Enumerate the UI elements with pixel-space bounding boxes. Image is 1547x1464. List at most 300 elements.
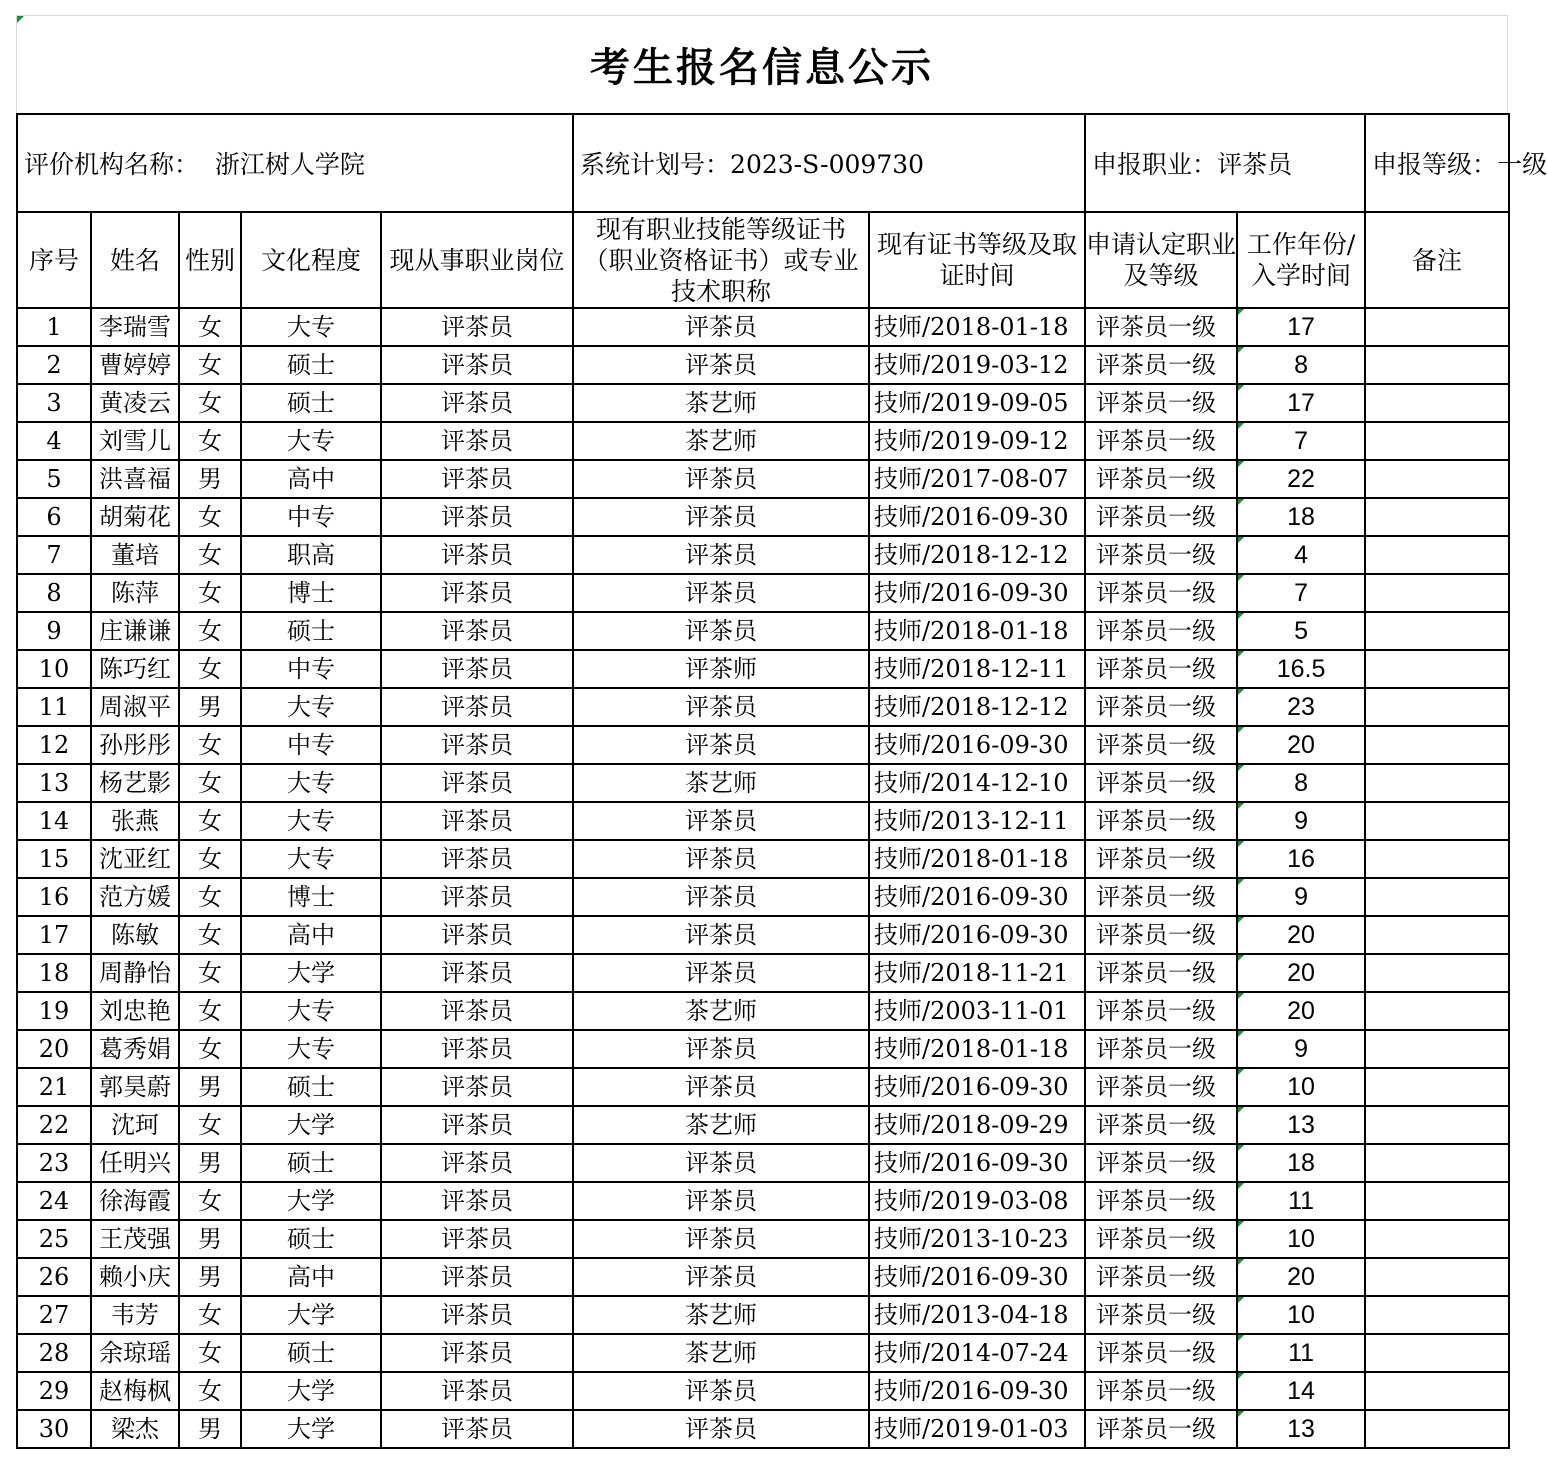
cell-education[interactable]: 硕士 bbox=[241, 1144, 381, 1182]
cell-name[interactable]: 沈珂 bbox=[91, 1106, 179, 1144]
cell-cert[interactable]: 技师/2018-01-18 bbox=[869, 840, 1085, 878]
cell-remark[interactable] bbox=[1365, 1410, 1509, 1448]
plan-cell[interactable] bbox=[573, 114, 1085, 212]
cell-cert[interactable]: 技师/2019-03-08 bbox=[869, 1182, 1085, 1220]
cell-seq[interactable]: 14 bbox=[17, 802, 91, 840]
cell-education[interactable]: 大专 bbox=[241, 802, 381, 840]
cell-years[interactable]: 8 bbox=[1237, 346, 1365, 384]
cell-remark[interactable] bbox=[1365, 612, 1509, 650]
cell-cert[interactable]: 技师/2016-09-30 bbox=[869, 726, 1085, 764]
cell-cert[interactable]: 技师/2003-11-01 bbox=[869, 992, 1085, 1030]
cell-name[interactable]: 黄凌云 bbox=[91, 384, 179, 422]
cell-apply[interactable]: 评茶员一级 bbox=[1085, 840, 1237, 878]
cell-skill[interactable]: 茶艺师 bbox=[573, 1334, 869, 1372]
cell-skill[interactable]: 评茶员 bbox=[573, 1068, 869, 1106]
cell-education[interactable]: 大学 bbox=[241, 1182, 381, 1220]
header-name[interactable]: 姓名 bbox=[91, 212, 179, 308]
cell-apply[interactable]: 评茶员一级 bbox=[1085, 726, 1237, 764]
cell-position[interactable]: 评茶员 bbox=[381, 1372, 573, 1410]
cell-apply[interactable]: 评茶员一级 bbox=[1085, 612, 1237, 650]
cell-gender[interactable]: 男 bbox=[179, 1144, 241, 1182]
cell-name[interactable]: 周静怡 bbox=[91, 954, 179, 992]
cell-remark[interactable] bbox=[1365, 1258, 1509, 1296]
cell-name[interactable]: 葛秀娟 bbox=[91, 1030, 179, 1068]
cell-apply[interactable]: 评茶员一级 bbox=[1085, 498, 1237, 536]
cell-remark[interactable] bbox=[1365, 726, 1509, 764]
cell-gender[interactable]: 女 bbox=[179, 1296, 241, 1334]
cell-apply[interactable]: 评茶员一级 bbox=[1085, 1410, 1237, 1448]
cell-name[interactable]: 赖小庆 bbox=[91, 1258, 179, 1296]
cell-apply[interactable]: 评茶员一级 bbox=[1085, 1030, 1237, 1068]
cell-seq[interactable]: 30 bbox=[17, 1410, 91, 1448]
cell-skill[interactable]: 评茶员 bbox=[573, 840, 869, 878]
cell-position[interactable]: 评茶员 bbox=[381, 1220, 573, 1258]
cell-skill[interactable]: 茶艺师 bbox=[573, 422, 869, 460]
cell-seq[interactable]: 28 bbox=[17, 1334, 91, 1372]
cell-remark[interactable] bbox=[1365, 802, 1509, 840]
cell-years[interactable]: 11 bbox=[1237, 1334, 1365, 1372]
cell-remark[interactable] bbox=[1365, 460, 1509, 498]
cell-apply[interactable]: 评茶员一级 bbox=[1085, 878, 1237, 916]
cell-gender[interactable]: 女 bbox=[179, 308, 241, 346]
cell-education[interactable]: 博士 bbox=[241, 878, 381, 916]
cell-position[interactable]: 评茶员 bbox=[381, 612, 573, 650]
cell-gender[interactable]: 女 bbox=[179, 764, 241, 802]
cell-seq[interactable]: 21 bbox=[17, 1068, 91, 1106]
cell-remark[interactable] bbox=[1365, 422, 1509, 460]
cell-education[interactable]: 职高 bbox=[241, 536, 381, 574]
cell-cert[interactable]: 技师/2019-09-12 bbox=[869, 422, 1085, 460]
cell-name[interactable]: 周淑平 bbox=[91, 688, 179, 726]
cell-remark[interactable] bbox=[1365, 1030, 1509, 1068]
org-cell[interactable] bbox=[17, 114, 573, 212]
cell-cert[interactable]: 技师/2016-09-30 bbox=[869, 916, 1085, 954]
cell-position[interactable]: 评茶员 bbox=[381, 1410, 573, 1448]
cell-education[interactable]: 中专 bbox=[241, 650, 381, 688]
cell-seq[interactable]: 24 bbox=[17, 1182, 91, 1220]
cell-years[interactable]: 9 bbox=[1237, 802, 1365, 840]
cell-gender[interactable]: 男 bbox=[179, 688, 241, 726]
occupation-cell[interactable] bbox=[1085, 114, 1365, 212]
cell-gender[interactable]: 女 bbox=[179, 422, 241, 460]
cell-gender[interactable]: 女 bbox=[179, 878, 241, 916]
cell-gender[interactable]: 女 bbox=[179, 1182, 241, 1220]
cell-skill[interactable]: 评茶员 bbox=[573, 612, 869, 650]
cell-apply[interactable]: 评茶员一级 bbox=[1085, 992, 1237, 1030]
cell-cert[interactable]: 技师/2017-08-07 bbox=[869, 460, 1085, 498]
cell-seq[interactable]: 27 bbox=[17, 1296, 91, 1334]
cell-years[interactable]: 20 bbox=[1237, 992, 1365, 1030]
cell-remark[interactable] bbox=[1365, 536, 1509, 574]
header-remark[interactable]: 备注 bbox=[1365, 212, 1509, 308]
cell-skill[interactable]: 茶艺师 bbox=[573, 992, 869, 1030]
cell-seq[interactable]: 23 bbox=[17, 1144, 91, 1182]
cell-remark[interactable] bbox=[1365, 346, 1509, 384]
cell-years[interactable]: 10 bbox=[1237, 1220, 1365, 1258]
cell-position[interactable]: 评茶员 bbox=[381, 1258, 573, 1296]
cell-skill[interactable]: 评茶员 bbox=[573, 726, 869, 764]
cell-skill[interactable]: 评茶员 bbox=[573, 802, 869, 840]
cell-apply[interactable]: 评茶员一级 bbox=[1085, 422, 1237, 460]
cell-apply[interactable]: 评茶员一级 bbox=[1085, 1258, 1237, 1296]
cell-education[interactable]: 大学 bbox=[241, 954, 381, 992]
cell-apply[interactable]: 评茶员一级 bbox=[1085, 536, 1237, 574]
cell-apply[interactable]: 评茶员一级 bbox=[1085, 1106, 1237, 1144]
cell-name[interactable]: 杨艺影 bbox=[91, 764, 179, 802]
cell-education[interactable]: 高中 bbox=[241, 1258, 381, 1296]
cell-skill[interactable]: 评茶员 bbox=[573, 688, 869, 726]
cell-apply[interactable]: 评茶员一级 bbox=[1085, 650, 1237, 688]
cell-remark[interactable] bbox=[1365, 308, 1509, 346]
cell-position[interactable]: 评茶员 bbox=[381, 992, 573, 1030]
cell-skill[interactable]: 评茶员 bbox=[573, 1258, 869, 1296]
cell-position[interactable]: 评茶员 bbox=[381, 688, 573, 726]
cell-name[interactable]: 郭昊蔚 bbox=[91, 1068, 179, 1106]
cell-skill[interactable]: 茶艺师 bbox=[573, 764, 869, 802]
cell-apply[interactable]: 评茶员一级 bbox=[1085, 1220, 1237, 1258]
cell-years[interactable]: 20 bbox=[1237, 954, 1365, 992]
cell-seq[interactable]: 15 bbox=[17, 840, 91, 878]
cell-education[interactable]: 硕士 bbox=[241, 1068, 381, 1106]
cell-seq[interactable]: 10 bbox=[17, 650, 91, 688]
cell-gender[interactable]: 女 bbox=[179, 498, 241, 536]
cell-education[interactable]: 大专 bbox=[241, 1030, 381, 1068]
cell-skill[interactable]: 评茶员 bbox=[573, 1220, 869, 1258]
cell-seq[interactable]: 19 bbox=[17, 992, 91, 1030]
cell-skill[interactable]: 评茶员 bbox=[573, 460, 869, 498]
cell-seq[interactable]: 2 bbox=[17, 346, 91, 384]
cell-education[interactable]: 中专 bbox=[241, 498, 381, 536]
cell-remark[interactable] bbox=[1365, 1372, 1509, 1410]
cell-remark[interactable] bbox=[1365, 992, 1509, 1030]
cell-apply[interactable]: 评茶员一级 bbox=[1085, 346, 1237, 384]
cell-years[interactable]: 20 bbox=[1237, 916, 1365, 954]
cell-cert[interactable]: 技师/2014-07-24 bbox=[869, 1334, 1085, 1372]
cell-apply[interactable]: 评茶员一级 bbox=[1085, 954, 1237, 992]
cell-education[interactable]: 大学 bbox=[241, 1372, 381, 1410]
cell-skill[interactable]: 评茶员 bbox=[573, 1144, 869, 1182]
cell-remark[interactable] bbox=[1365, 1220, 1509, 1258]
header-cert[interactable]: 现有证书等级及取证时间 bbox=[869, 212, 1085, 308]
cell-skill[interactable]: 评茶员 bbox=[573, 536, 869, 574]
cell-years[interactable]: 18 bbox=[1237, 498, 1365, 536]
cell-apply[interactable]: 评茶员一级 bbox=[1085, 1182, 1237, 1220]
cell-years[interactable]: 7 bbox=[1237, 422, 1365, 460]
cell-remark[interactable] bbox=[1365, 1106, 1509, 1144]
cell-education[interactable]: 硕士 bbox=[241, 612, 381, 650]
cell-skill[interactable]: 评茶员 bbox=[573, 574, 869, 612]
cell-years[interactable]: 9 bbox=[1237, 878, 1365, 916]
cell-skill[interactable]: 茶艺师 bbox=[573, 1106, 869, 1144]
header-position[interactable]: 现从事职业岗位 bbox=[381, 212, 573, 308]
cell-position[interactable]: 评茶员 bbox=[381, 1296, 573, 1334]
header-education[interactable]: 文化程度 bbox=[241, 212, 381, 308]
cell-years[interactable]: 13 bbox=[1237, 1106, 1365, 1144]
cell-apply[interactable]: 评茶员一级 bbox=[1085, 1296, 1237, 1334]
cell-years[interactable]: 17 bbox=[1237, 384, 1365, 422]
header-seq[interactable]: 序号 bbox=[17, 212, 91, 308]
cell-gender[interactable]: 女 bbox=[179, 384, 241, 422]
cell-education[interactable]: 硕士 bbox=[241, 1334, 381, 1372]
cell-gender[interactable]: 女 bbox=[179, 574, 241, 612]
cell-remark[interactable] bbox=[1365, 1068, 1509, 1106]
cell-education[interactable]: 硕士 bbox=[241, 384, 381, 422]
cell-years[interactable]: 20 bbox=[1237, 726, 1365, 764]
cell-position[interactable]: 评茶员 bbox=[381, 764, 573, 802]
cell-years[interactable]: 9 bbox=[1237, 1030, 1365, 1068]
cell-position[interactable]: 评茶员 bbox=[381, 460, 573, 498]
cell-name[interactable]: 李瑞雪 bbox=[91, 308, 179, 346]
cell-education[interactable]: 大专 bbox=[241, 688, 381, 726]
cell-skill[interactable]: 评茶员 bbox=[573, 916, 869, 954]
cell-cert[interactable]: 技师/2019-03-12 bbox=[869, 346, 1085, 384]
cell-years[interactable]: 13 bbox=[1237, 1410, 1365, 1448]
cell-gender[interactable]: 男 bbox=[179, 1220, 241, 1258]
cell-gender[interactable]: 男 bbox=[179, 1068, 241, 1106]
cell-years[interactable]: 18 bbox=[1237, 1144, 1365, 1182]
cell-position[interactable]: 评茶员 bbox=[381, 726, 573, 764]
cell-cert[interactable]: 技师/2013-10-23 bbox=[869, 1220, 1085, 1258]
cell-seq[interactable]: 26 bbox=[17, 1258, 91, 1296]
cell-gender[interactable]: 女 bbox=[179, 536, 241, 574]
header-apply[interactable]: 申请认定职业及等级 bbox=[1085, 212, 1237, 308]
cell-cert[interactable]: 技师/2019-09-05 bbox=[869, 384, 1085, 422]
cell-gender[interactable]: 女 bbox=[179, 802, 241, 840]
cell-years[interactable]: 4 bbox=[1237, 536, 1365, 574]
cell-cert[interactable]: 技师/2013-12-11 bbox=[869, 802, 1085, 840]
cell-years[interactable]: 22 bbox=[1237, 460, 1365, 498]
cell-cert[interactable]: 技师/2018-12-12 bbox=[869, 688, 1085, 726]
cell-gender[interactable]: 女 bbox=[179, 954, 241, 992]
cell-position[interactable]: 评茶员 bbox=[381, 498, 573, 536]
cell-apply[interactable]: 评茶员一级 bbox=[1085, 688, 1237, 726]
cell-remark[interactable] bbox=[1365, 498, 1509, 536]
cell-name[interactable]: 洪喜福 bbox=[91, 460, 179, 498]
cell-seq[interactable]: 5 bbox=[17, 460, 91, 498]
header-skill[interactable]: 现有职业技能等级证书（职业资格证书）或专业技术职称 bbox=[573, 212, 869, 308]
cell-gender[interactable]: 男 bbox=[179, 1410, 241, 1448]
cell-position[interactable]: 评茶员 bbox=[381, 916, 573, 954]
cell-apply[interactable]: 评茶员一级 bbox=[1085, 764, 1237, 802]
cell-name[interactable]: 陈巧红 bbox=[91, 650, 179, 688]
cell-cert[interactable]: 技师/2014-12-10 bbox=[869, 764, 1085, 802]
cell-apply[interactable]: 评茶员一级 bbox=[1085, 308, 1237, 346]
cell-position[interactable]: 评茶员 bbox=[381, 1106, 573, 1144]
cell-education[interactable]: 硕士 bbox=[241, 1220, 381, 1258]
cell-remark[interactable] bbox=[1365, 688, 1509, 726]
cell-name[interactable]: 王茂强 bbox=[91, 1220, 179, 1258]
cell-education[interactable]: 大学 bbox=[241, 1410, 381, 1448]
cell-education[interactable]: 中专 bbox=[241, 726, 381, 764]
cell-gender[interactable]: 女 bbox=[179, 1030, 241, 1068]
cell-cert[interactable]: 技师/2018-12-11 bbox=[869, 650, 1085, 688]
cell-remark[interactable] bbox=[1365, 764, 1509, 802]
cell-skill[interactable]: 评茶员 bbox=[573, 498, 869, 536]
cell-cert[interactable]: 技师/2016-09-30 bbox=[869, 1258, 1085, 1296]
cell-gender[interactable]: 女 bbox=[179, 1372, 241, 1410]
cell-name[interactable]: 陈萍 bbox=[91, 574, 179, 612]
cell-position[interactable]: 评茶员 bbox=[381, 384, 573, 422]
cell-remark[interactable] bbox=[1365, 954, 1509, 992]
cell-gender[interactable]: 男 bbox=[179, 460, 241, 498]
cell-apply[interactable]: 评茶员一级 bbox=[1085, 916, 1237, 954]
cell-cert[interactable]: 技师/2018-12-12 bbox=[869, 536, 1085, 574]
cell-position[interactable]: 评茶员 bbox=[381, 574, 573, 612]
cell-years[interactable]: 10 bbox=[1237, 1296, 1365, 1334]
cell-years[interactable]: 10 bbox=[1237, 1068, 1365, 1106]
cell-gender[interactable]: 女 bbox=[179, 612, 241, 650]
cell-cert[interactable]: 技师/2018-01-18 bbox=[869, 308, 1085, 346]
cell-position[interactable]: 评茶员 bbox=[381, 1144, 573, 1182]
cell-name[interactable]: 胡菊花 bbox=[91, 498, 179, 536]
cell-years[interactable]: 11 bbox=[1237, 1182, 1365, 1220]
cell-skill[interactable]: 评茶员 bbox=[573, 1410, 869, 1448]
cell-apply[interactable]: 评茶员一级 bbox=[1085, 384, 1237, 422]
cell-cert[interactable]: 技师/2016-09-30 bbox=[869, 574, 1085, 612]
cell-remark[interactable] bbox=[1365, 916, 1509, 954]
cell-name[interactable]: 张燕 bbox=[91, 802, 179, 840]
cell-cert[interactable]: 技师/2016-09-30 bbox=[869, 1144, 1085, 1182]
cell-remark[interactable] bbox=[1365, 1334, 1509, 1372]
cell-name[interactable]: 沈亚红 bbox=[91, 840, 179, 878]
cell-position[interactable]: 评茶员 bbox=[381, 650, 573, 688]
cell-position[interactable]: 评茶员 bbox=[381, 954, 573, 992]
cell-years[interactable]: 23 bbox=[1237, 688, 1365, 726]
cell-skill[interactable]: 评茶员 bbox=[573, 878, 869, 916]
cell-remark[interactable] bbox=[1365, 1182, 1509, 1220]
cell-remark[interactable] bbox=[1365, 1296, 1509, 1334]
cell-apply[interactable]: 评茶员一级 bbox=[1085, 574, 1237, 612]
cell-gender[interactable]: 女 bbox=[179, 840, 241, 878]
cell-education[interactable]: 高中 bbox=[241, 460, 381, 498]
cell-seq[interactable]: 16 bbox=[17, 878, 91, 916]
cell-seq[interactable]: 6 bbox=[17, 498, 91, 536]
cell-years[interactable]: 14 bbox=[1237, 1372, 1365, 1410]
cell-remark[interactable] bbox=[1365, 840, 1509, 878]
cell-name[interactable]: 梁杰 bbox=[91, 1410, 179, 1448]
cell-apply[interactable]: 评茶员一级 bbox=[1085, 1372, 1237, 1410]
cell-name[interactable]: 刘忠艳 bbox=[91, 992, 179, 1030]
cell-skill[interactable]: 茶艺师 bbox=[573, 384, 869, 422]
cell-position[interactable]: 评茶员 bbox=[381, 422, 573, 460]
cell-cert[interactable]: 技师/2018-11-21 bbox=[869, 954, 1085, 992]
cell-education[interactable]: 硕士 bbox=[241, 346, 381, 384]
cell-cert[interactable]: 技师/2016-09-30 bbox=[869, 878, 1085, 916]
cell-years[interactable]: 16.5 bbox=[1237, 650, 1365, 688]
cell-skill[interactable]: 茶艺师 bbox=[573, 1296, 869, 1334]
cell-seq[interactable]: 22 bbox=[17, 1106, 91, 1144]
cell-cert[interactable]: 技师/2016-09-30 bbox=[869, 1372, 1085, 1410]
cell-position[interactable]: 评茶员 bbox=[381, 840, 573, 878]
cell-years[interactable]: 17 bbox=[1237, 308, 1365, 346]
cell-apply[interactable]: 评茶员一级 bbox=[1085, 460, 1237, 498]
cell-education[interactable]: 大专 bbox=[241, 764, 381, 802]
cell-gender[interactable]: 女 bbox=[179, 346, 241, 384]
cell-education[interactable]: 大专 bbox=[241, 840, 381, 878]
cell-name[interactable]: 任明兴 bbox=[91, 1144, 179, 1182]
cell-position[interactable]: 评茶员 bbox=[381, 802, 573, 840]
cell-seq[interactable]: 12 bbox=[17, 726, 91, 764]
cell-position[interactable]: 评茶员 bbox=[381, 878, 573, 916]
cell-remark[interactable] bbox=[1365, 574, 1509, 612]
cell-name[interactable]: 陈敏 bbox=[91, 916, 179, 954]
cell-name[interactable]: 范方媛 bbox=[91, 878, 179, 916]
cell-seq[interactable]: 18 bbox=[17, 954, 91, 992]
cell-seq[interactable]: 1 bbox=[17, 308, 91, 346]
cell-gender[interactable]: 女 bbox=[179, 650, 241, 688]
cell-education[interactable]: 大学 bbox=[241, 1106, 381, 1144]
cell-position[interactable]: 评茶员 bbox=[381, 1030, 573, 1068]
cell-gender[interactable]: 女 bbox=[179, 992, 241, 1030]
cell-name[interactable]: 董培 bbox=[91, 536, 179, 574]
cell-name[interactable]: 徐海霞 bbox=[91, 1182, 179, 1220]
cell-name[interactable]: 庄谦谦 bbox=[91, 612, 179, 650]
cell-remark[interactable] bbox=[1365, 1144, 1509, 1182]
cell-skill[interactable]: 评茶员 bbox=[573, 1372, 869, 1410]
cell-seq[interactable]: 13 bbox=[17, 764, 91, 802]
cell-education[interactable]: 大专 bbox=[241, 992, 381, 1030]
cell-name[interactable]: 曹婷婷 bbox=[91, 346, 179, 384]
cell-skill[interactable]: 评茶员 bbox=[573, 954, 869, 992]
cell-remark[interactable] bbox=[1365, 878, 1509, 916]
header-years[interactable]: 工作年份/入学时间 bbox=[1237, 212, 1365, 308]
cell-years[interactable]: 5 bbox=[1237, 612, 1365, 650]
cell-remark[interactable] bbox=[1365, 384, 1509, 422]
cell-position[interactable]: 评茶员 bbox=[381, 1334, 573, 1372]
cell-years[interactable]: 8 bbox=[1237, 764, 1365, 802]
cell-education[interactable]: 博士 bbox=[241, 574, 381, 612]
cell-cert[interactable]: 技师/2018-01-18 bbox=[869, 612, 1085, 650]
cell-skill[interactable]: 评茶员 bbox=[573, 308, 869, 346]
cell-name[interactable]: 余琼瑶 bbox=[91, 1334, 179, 1372]
cell-cert[interactable]: 技师/2013-04-18 bbox=[869, 1296, 1085, 1334]
cell-position[interactable]: 评茶员 bbox=[381, 346, 573, 384]
cell-gender[interactable]: 女 bbox=[179, 1106, 241, 1144]
cell-gender[interactable]: 女 bbox=[179, 726, 241, 764]
cell-cert[interactable]: 技师/2018-09-29 bbox=[869, 1106, 1085, 1144]
cell-seq[interactable]: 29 bbox=[17, 1372, 91, 1410]
cell-cert[interactable]: 技师/2016-09-30 bbox=[869, 1068, 1085, 1106]
cell-education[interactable]: 大专 bbox=[241, 308, 381, 346]
cell-gender[interactable]: 女 bbox=[179, 916, 241, 954]
cell-skill[interactable]: 评茶员 bbox=[573, 1182, 869, 1220]
cell-education[interactable]: 大学 bbox=[241, 1296, 381, 1334]
cell-seq[interactable]: 3 bbox=[17, 384, 91, 422]
cell-skill[interactable]: 评茶师 bbox=[573, 650, 869, 688]
cell-skill[interactable]: 评茶员 bbox=[573, 1030, 869, 1068]
cell-position[interactable]: 评茶员 bbox=[381, 1182, 573, 1220]
cell-seq[interactable]: 11 bbox=[17, 688, 91, 726]
cell-seq[interactable]: 7 bbox=[17, 536, 91, 574]
cell-seq[interactable]: 4 bbox=[17, 422, 91, 460]
cell-name[interactable]: 韦芳 bbox=[91, 1296, 179, 1334]
cell-gender[interactable]: 男 bbox=[179, 1258, 241, 1296]
cell-position[interactable]: 评茶员 bbox=[381, 536, 573, 574]
cell-name[interactable]: 孙彤彤 bbox=[91, 726, 179, 764]
cell-seq[interactable]: 20 bbox=[17, 1030, 91, 1068]
header-gender[interactable]: 性别 bbox=[179, 212, 241, 308]
level-cell[interactable] bbox=[1365, 114, 1547, 212]
cell-education[interactable]: 高中 bbox=[241, 916, 381, 954]
cell-cert[interactable]: 技师/2016-09-30 bbox=[869, 498, 1085, 536]
cell-seq[interactable]: 8 bbox=[17, 574, 91, 612]
cell-skill[interactable]: 评茶员 bbox=[573, 346, 869, 384]
cell-position[interactable]: 评茶员 bbox=[381, 308, 573, 346]
cell-remark[interactable] bbox=[1365, 650, 1509, 688]
cell-years[interactable]: 7 bbox=[1237, 574, 1365, 612]
cell-years[interactable]: 20 bbox=[1237, 1258, 1365, 1296]
cell-position[interactable]: 评茶员 bbox=[381, 1068, 573, 1106]
